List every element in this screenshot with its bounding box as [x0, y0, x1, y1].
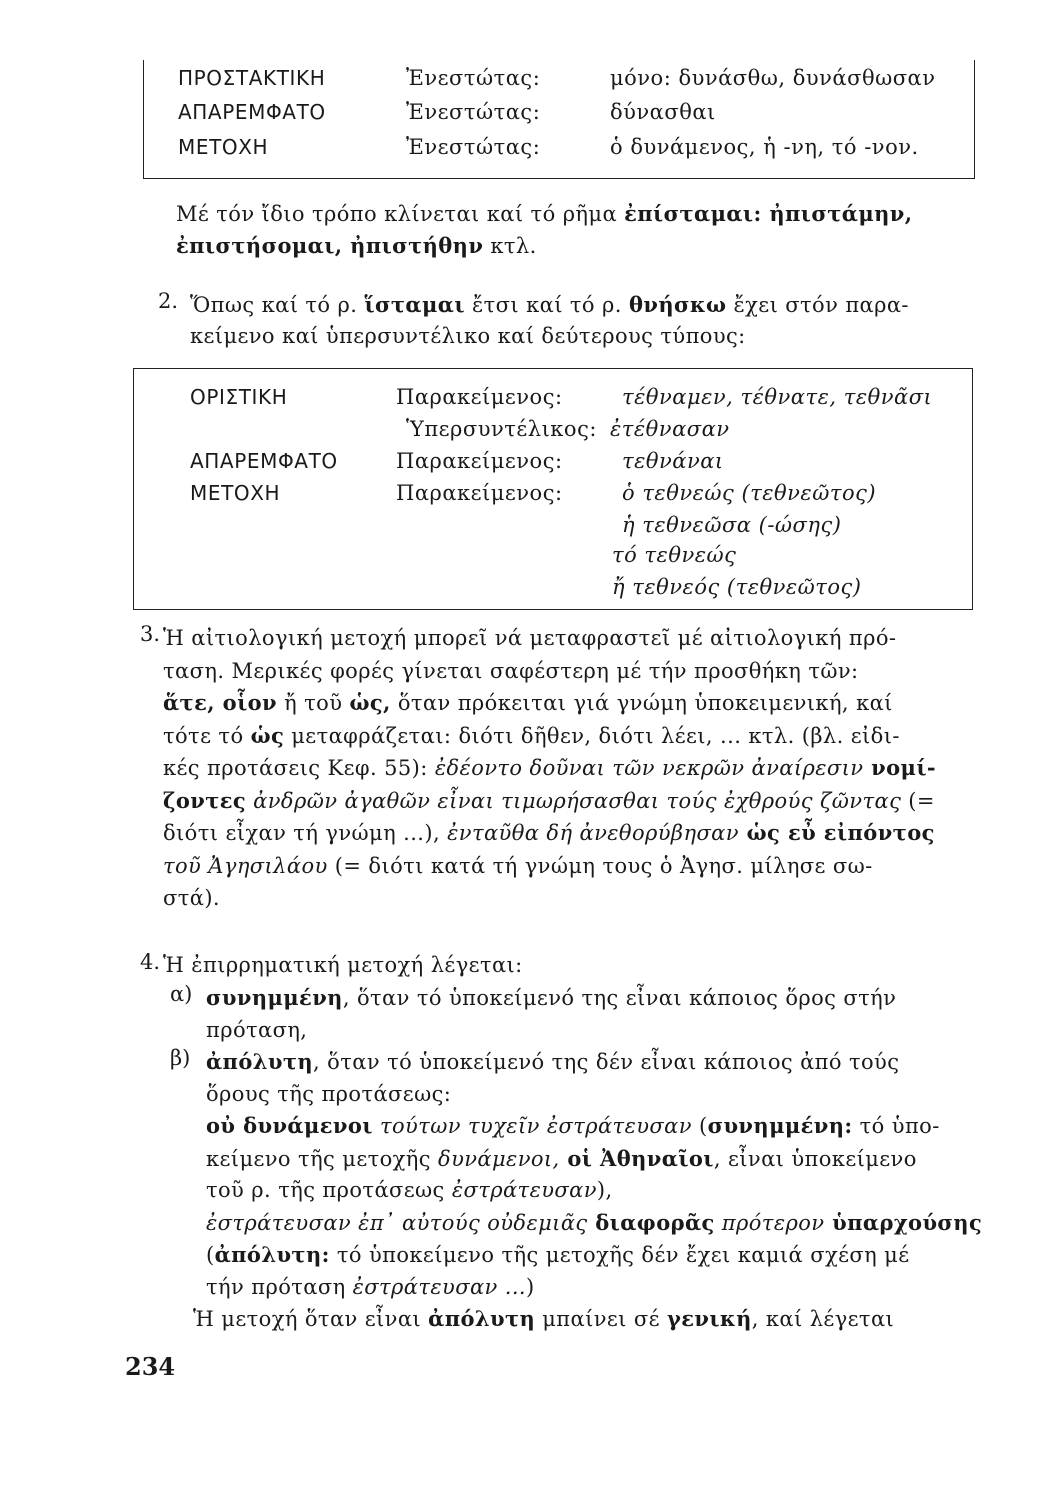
italic-example: ἐνταῦθα δή ἀνεθορύβησαν [447, 821, 739, 845]
text-span: ( [691, 1114, 708, 1138]
bold-term: γενική [666, 1306, 752, 1331]
text-span: , ὅταν τό ὑποκείμενό της εἶναι κάποιος ὅρος στήν [342, 986, 897, 1010]
bold-term: ἀπόλυτη [428, 1306, 536, 1331]
form-text: ὁ δυνάμενος, ἡ -νη, τό -νον. [610, 135, 919, 159]
text-line: πρόταση, [206, 1017, 308, 1042]
text-span: , εἶναι ὑποκείμενο [713, 1146, 917, 1171]
text-span: μπαίνει σέ [535, 1307, 667, 1331]
bold-term: ὑπαρχούσης [824, 1209, 983, 1235]
list-item-synimmeni [206, 982, 976, 1046]
italic-example: ἐστράτευσαν ἐπ᾽ αὐτούς οὐδεμιᾶς [206, 1210, 588, 1235]
text-span: ὅταν πρόκειται γιά γνώμη ὑποκειμενική, καί [390, 691, 893, 715]
mood-label: ΜΕΤΟΧΗ [190, 481, 281, 505]
text-span: κές προτάσεις Κεφ. 55): [163, 756, 435, 780]
text-span: Μέ τόν ἴδιο τρόπο κλίνεται καί τό ρῆμα [176, 202, 625, 226]
text-span: τό ὑπο- [852, 1114, 940, 1138]
text-line: Ἡ ἐπιρρηματική μετοχή λέγεται: [163, 953, 523, 977]
bold-term: συνημμένη [206, 985, 343, 1010]
text-span: τήν πρόταση [206, 1274, 353, 1299]
italic-example: πρότερον [714, 1210, 825, 1235]
section-number: 4. [140, 950, 161, 974]
paragraph-causal-participle [163, 622, 973, 915]
text-span: (= [901, 788, 935, 813]
text-span: , ὅταν τό ὑποκείμενό της δέν εἶναι κάποιος ἀπό τούς [313, 1050, 900, 1074]
form-text: ἤ τεθνεός (τεθνεῶτος) [612, 575, 862, 599]
text-span: τοῦ ρ. τῆς προτάσεως [206, 1178, 452, 1202]
bold-term: ἅτε, οἷον [163, 690, 278, 715]
mood-label: ΜΕΤΟΧΗ [178, 135, 269, 159]
text-span: Ἡ μετοχή ὅταν εἶναι [193, 1307, 429, 1331]
text-line: ὅρους τῆς προτάσεως: [206, 1081, 452, 1106]
bold-term: ἐπίσταμαι: ἠπιστάμην, [624, 201, 913, 226]
bold-term: ζοντες [163, 787, 247, 813]
text-span: ), [596, 1178, 613, 1202]
form-text: ἡ τεθνεῶσα (-ώσης) [622, 513, 842, 537]
form-text: ἐτέθνασαν [610, 417, 730, 441]
italic-example: τούτων τυχεῖν ἐστράτευσαν [372, 1114, 692, 1138]
bold-term: συνημμένη: [707, 1113, 853, 1138]
text-span: τότε τό [163, 723, 251, 748]
text-span: , καί λέγεται [751, 1307, 895, 1331]
text-line: Ἡ αἰτιολογική μετοχή μπορεῖ νά μεταφραστεῖ μέ αἰτιολογική πρό- [163, 626, 897, 650]
text-line: στά). [163, 886, 221, 910]
bold-term: θνήσκω [628, 292, 727, 317]
bold-term: ὡς εὖ εἰπόντος [738, 820, 935, 845]
paragraph-absolute-genitive [193, 1303, 973, 1335]
italic-example: τοῦ Ἀγησιλάου [163, 853, 328, 878]
text-span: κείμενο τῆς μετοχῆς [206, 1146, 439, 1171]
text-span: Ὅπως καί τό ρ. [190, 293, 365, 317]
form-text: τό τεθνεώς [612, 543, 737, 567]
bold-term: ὡς [250, 722, 285, 748]
form-text: δύνασθαι [610, 100, 716, 124]
text-span: ( [206, 1243, 215, 1267]
text-span: κτλ. [483, 234, 537, 258]
text-span: ) [526, 1274, 535, 1299]
tense-label: Ἐνεστώτας: [406, 66, 541, 90]
tense-label: Παρακείμενος: [396, 385, 563, 409]
mood-label: ΑΠΑΡΕΜΦΑΤΟ [190, 449, 338, 473]
bold-term: ἐπιστήσομαι, ἠπιστήθην [176, 233, 484, 258]
list-marker: α) [170, 982, 193, 1006]
italic-example: δυνάμενοι, [438, 1146, 560, 1171]
list-item-apolyti [206, 1046, 983, 1303]
bold-term: διαφορᾶς [587, 1209, 715, 1235]
bold-term: ἀπόλυτη [206, 1049, 314, 1074]
paragraph-thnesko [190, 289, 970, 352]
italic-example: ἐστράτευσαν [451, 1178, 597, 1202]
page-number: 234 [125, 1352, 176, 1381]
text-span: ἔτσι καί τό ρ. [464, 293, 629, 317]
text-span: ἔχει στόν παρα- [726, 293, 909, 317]
form-text: τέθναμεν, τέθνατε, τεθνᾶσι [622, 385, 933, 409]
mood-label: ΠΡΟΣΤΑΚΤΙΚΗ [178, 66, 326, 90]
tense-label: Ὑπερσυντέλικος: [406, 417, 597, 441]
text-line: ταση. Μερικές φορές γίνεται σαφέστερη μέ τήν προσθήκη τῶν: [163, 658, 859, 683]
text-span: (= διότι κατά τή γνώμη τους ὁ Ἀγησ. μίλησε σω- [327, 853, 873, 878]
italic-example: ἐστράτευσαν ... [352, 1274, 527, 1299]
bold-term: νομί- [863, 755, 937, 780]
text-span: διότι εἶχαν τή γνώμη ...), [163, 821, 448, 845]
bold-term: οἱ Ἀθηναῖοι [559, 1145, 714, 1171]
bold-term: ἀπόλυτη: [214, 1242, 330, 1267]
form-text: τεθνάναι [622, 449, 724, 473]
list-marker: β) [170, 1046, 191, 1070]
text-span: μεταφράζεται: διότι δῆθεν, διότι λέει, ... κτλ. (βλ. εἰδι- [284, 723, 900, 748]
text-span: τό ὑποκείμενο τῆς μετοχῆς δέν ἔχει καμιά σχέση μέ [329, 1243, 910, 1267]
italic-example: ἀνδρῶν ἀγαθῶν εἶναι τιμωρήσασθαι τούς ἐχθρούς ζῶντας [246, 788, 902, 813]
tense-label: Παρακείμενος: [396, 481, 563, 505]
text-line: κείμενο καί ὑπερσυντέλικο καί δεύτερους τύπους: [190, 324, 746, 348]
tense-label: Ἐνεστώτας: [406, 135, 541, 159]
bold-term: οὐ δυνάμενοι [206, 1113, 373, 1138]
italic-example: ἐδέοντο δοῦναι τῶν νεκρῶν ἀναίρεσιν [434, 756, 864, 780]
bold-term: ὡς, [349, 690, 391, 715]
section-number: 2. [158, 289, 179, 313]
form-text: μόνο: δυνάσθω, δυνάσθωσαν [610, 66, 936, 90]
mood-label: ΟΡΙΣΤΙΚΗ [190, 385, 288, 409]
paragraph-adverbial-participle [163, 950, 973, 982]
mood-label: ΑΠΑΡΕΜΦΑΤΟ [178, 100, 326, 124]
section-number: 3. [140, 622, 161, 646]
bold-term: ἵσταμαι [364, 292, 465, 317]
tense-label: Παρακείμενος: [396, 449, 563, 473]
form-text: ὁ τεθνεώς (τεθνεῶτος) [622, 481, 877, 505]
tense-label: Ἐνεστώτας: [406, 100, 541, 124]
paragraph-epistamai [176, 198, 976, 262]
text-span: ἤ τοῦ [277, 691, 350, 715]
